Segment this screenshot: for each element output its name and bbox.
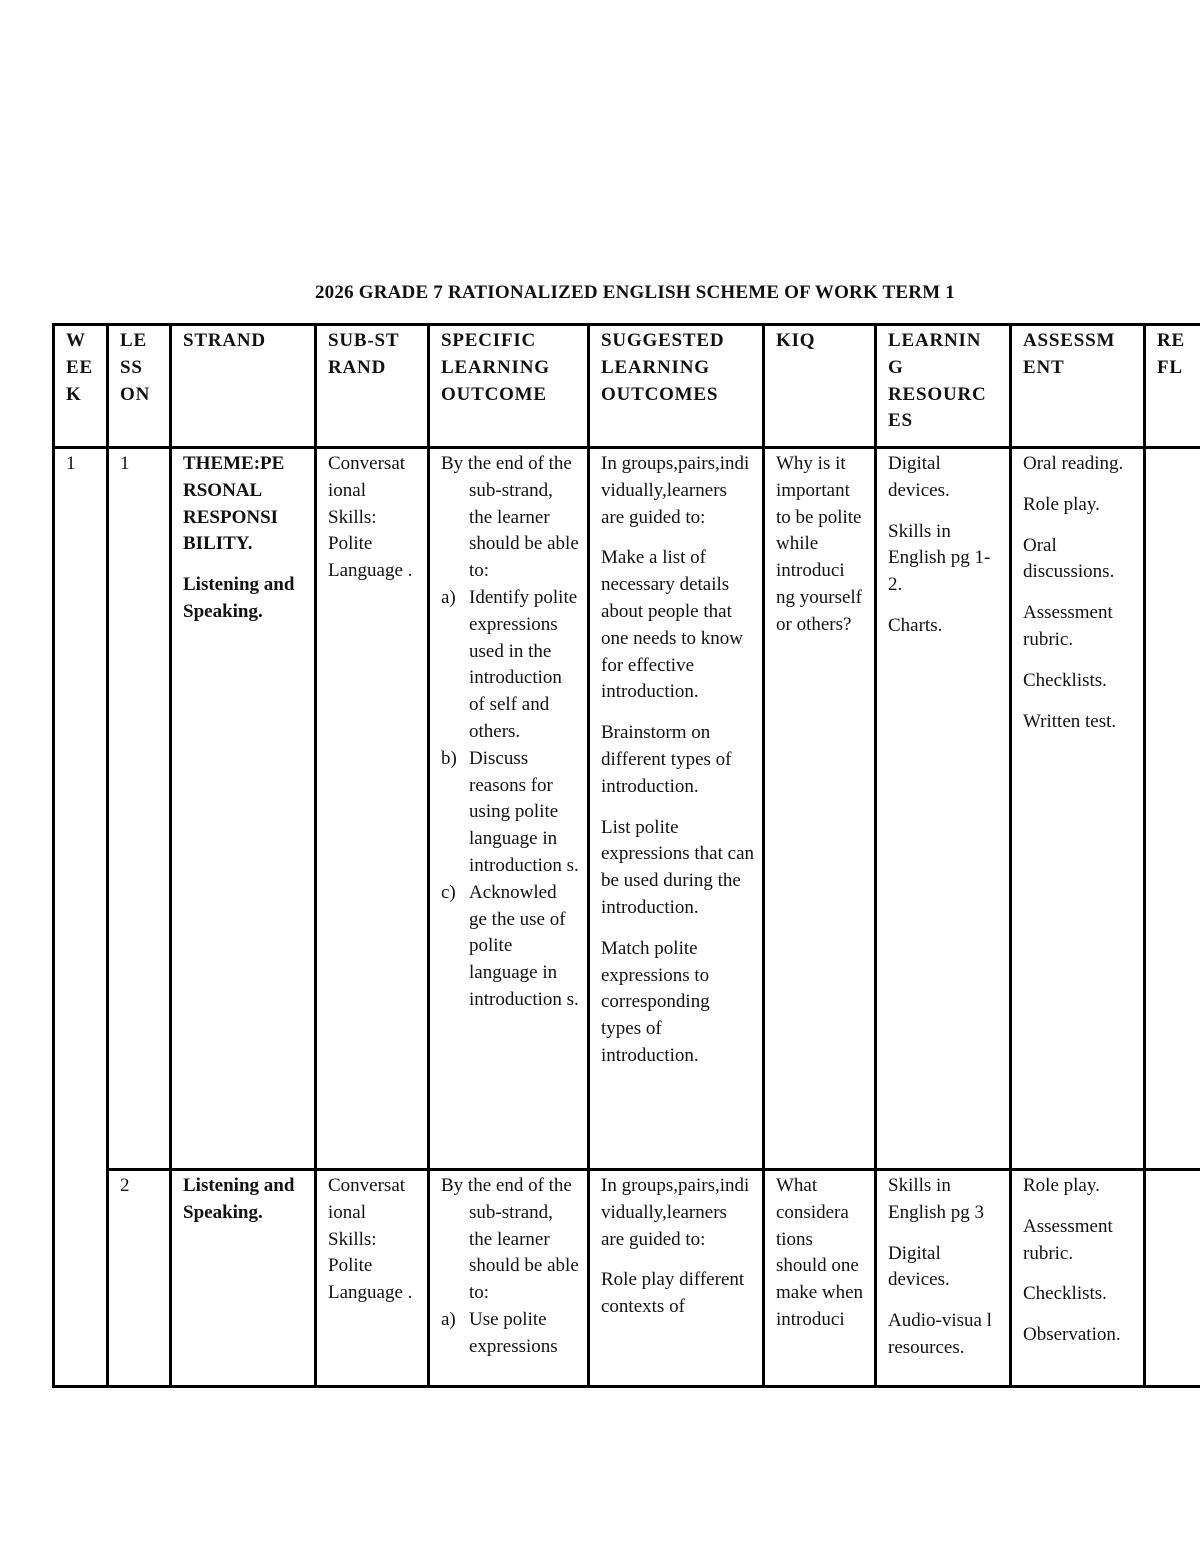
header-assessment: ASSESSM ENT: [1011, 325, 1145, 448]
assessment-item: Observation.: [1023, 1324, 1121, 1346]
assessment-item: Checklists.: [1023, 1283, 1107, 1305]
specific-outcome-item: [441, 880, 579, 1014]
item-letter: a): [441, 586, 456, 608]
specific-outcome-cell: [429, 1170, 589, 1387]
sub-strand-cell: Conversat ional Skills: Polite Language .: [316, 448, 429, 1170]
assessment-cell: [1011, 1170, 1145, 1387]
assessment-item: Role play.: [1023, 493, 1100, 515]
resource-item: Digital devices.: [888, 1242, 950, 1291]
assessment-item: Checklists.: [1023, 669, 1107, 691]
suggested-item: Make a list of necessary details about people that one needs to know for effective introduction.: [601, 547, 743, 703]
suggested-item: Match polite expressions to corresponding types of introduction.: [601, 937, 710, 1066]
sub-strand-cell: Conversat ional Skills: Polite Language .: [316, 1170, 429, 1387]
item-text: Use polite expressions: [469, 1308, 558, 1357]
lesson-cell: 1: [108, 448, 171, 1170]
strand-cell: [171, 1170, 316, 1387]
resource-item: Audio-visua l resources.: [888, 1310, 992, 1358]
table-header-row: [54, 325, 1200, 448]
assessment-cell: [1011, 448, 1145, 1170]
specific-outcome-cell: [429, 448, 589, 1170]
scheme-of-work-table: [52, 323, 1200, 1388]
header-week: W EE K: [54, 325, 108, 448]
resource-item: Charts.: [888, 614, 943, 636]
header-sub-strand: SUB-ST RAND: [316, 325, 429, 448]
header-kiq: KIQ: [764, 325, 876, 448]
item-text: Acknowled ge the use of polite language in introduction s.: [469, 881, 579, 1010]
header-lesson: LE SS ON: [108, 325, 171, 448]
header-resources: LEARNIN G RESOURC ES: [876, 325, 1011, 448]
strand-theme: THEME:PE RSONAL RESPONSI BILITY.: [183, 453, 285, 555]
assessment-item: Oral reading.: [1023, 453, 1124, 474]
assessment-item: Assessment rubric.: [1023, 602, 1113, 650]
reflection-cell: [1145, 1170, 1200, 1387]
resources-cell: [876, 448, 1011, 1170]
table-row: [54, 448, 1200, 1170]
table-row: [54, 1170, 1200, 1387]
item-letter: b): [441, 747, 457, 769]
strand-name: Listening and Speaking.: [183, 1175, 295, 1223]
resource-item: Skills in English pg 3: [888, 1175, 985, 1223]
specific-outcome-intro: By the end of the sub-strand, the learner should be able to:: [441, 1175, 579, 1304]
item-letter: a): [441, 1308, 456, 1330]
reflection-cell: [1145, 448, 1200, 1170]
suggested-item: Role play different contexts of: [601, 1269, 745, 1318]
suggested-outcomes-cell: [589, 1170, 764, 1387]
lesson-cell: 2: [108, 1170, 171, 1387]
strand-name: Listening and Speaking.: [183, 574, 295, 622]
suggested-item: In groups,pairs,indi vidually,learners are guided to:: [601, 453, 750, 528]
kiq-cell: Why is it important to be polite while introduci ng yourself or others?: [764, 448, 876, 1170]
item-letter: c): [441, 881, 456, 903]
strand-cell: [171, 448, 316, 1170]
suggested-item: Brainstorm on different types of introduction.: [601, 722, 732, 797]
document-title: 2026 GRADE 7 RATIONALIZED ENGLISH SCHEME OF WORK TERM 1: [314, 282, 956, 303]
assessment-item: Role play.: [1023, 1175, 1100, 1196]
suggested-item: In groups,pairs,indi vidually,learners are guided to:: [601, 1175, 750, 1250]
week-cell: 1: [54, 448, 108, 1387]
resource-item: Skills in English pg 1-2.: [888, 520, 991, 596]
assessment-item: Written test.: [1023, 710, 1117, 732]
resources-cell: [876, 1170, 1011, 1387]
suggested-outcomes-cell: [589, 448, 764, 1170]
suggested-item: List polite expressions that can be used during the introduction.: [601, 816, 755, 918]
header-specific-outcome: SPECIFIC LEARNING OUTCOME: [429, 325, 589, 448]
assessment-item: Oral discussions.: [1023, 534, 1115, 583]
header-reflection: RE FL: [1145, 325, 1200, 448]
specific-outcome-item: [441, 746, 579, 880]
header-strand: STRAND: [171, 325, 316, 448]
resource-item: Digital devices.: [888, 453, 950, 501]
header-suggested-outcomes: SUGGESTED LEARNING OUTCOMES: [589, 325, 764, 448]
assessment-item: Assessment rubric.: [1023, 1215, 1113, 1264]
specific-outcome-item: [441, 585, 579, 746]
specific-outcome-item: [441, 1307, 579, 1361]
specific-outcome-intro: By the end of the sub-strand, the learner should be able to:: [441, 453, 579, 582]
item-text: Identify polite expressions used in the introduction of self and others.: [469, 586, 578, 742]
item-text: Discuss reasons for using polite language in introduction s.: [469, 747, 579, 876]
kiq-cell: What considera tions should one make when introduci: [764, 1170, 876, 1387]
